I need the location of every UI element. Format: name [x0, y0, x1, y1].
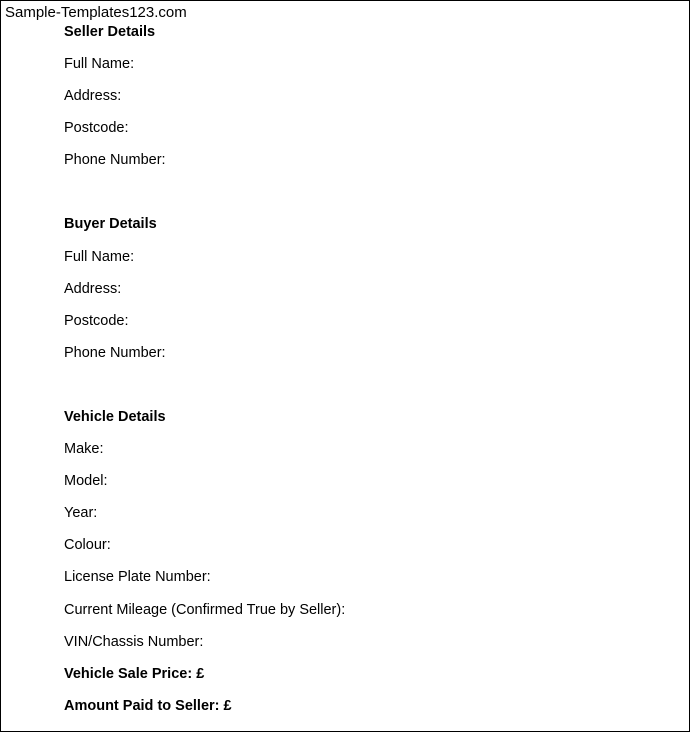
vehicle-year-label: Year:: [64, 505, 98, 522]
buyer-section: [64, 215, 669, 375]
amount-paid-label: Amount Paid to Seller: £: [64, 697, 232, 714]
vehicle-vin-label: VIN/Chassis Number:: [64, 633, 204, 650]
vehicle-model-label: Model:: [64, 473, 108, 490]
buyer-postcode-label: Postcode:: [64, 312, 129, 329]
seller-heading: Seller Details: [64, 24, 156, 40]
seller-full-name-label: Full Name:: [64, 56, 135, 73]
buyer-heading: Buyer Details: [64, 216, 157, 233]
vehicle-sale-price-label: Vehicle Sale Price: £: [64, 665, 205, 682]
buyer-address-label: Address:: [64, 280, 122, 297]
vehicle-colour-label: Colour:: [64, 537, 111, 554]
seller-phone-label: Phone Number:: [64, 152, 166, 169]
vehicle-mileage-label: Current Mileage (Confirmed True by Seller):: [64, 601, 346, 618]
vehicle-heading: Vehicle Details: [64, 408, 166, 425]
buyer-phone-label: Phone Number:: [64, 344, 166, 361]
buyer-full-name-label: Full Name:: [64, 248, 135, 265]
form-content: [64, 23, 669, 729]
vehicle-license-plate-label: License Plate Number:: [64, 569, 211, 586]
seller-postcode-label: Postcode:: [64, 120, 129, 137]
vehicle-section: [64, 408, 669, 729]
seller-section: [64, 23, 669, 183]
seller-address-label: Address:: [64, 88, 122, 105]
vehicle-make-label: Make:: [64, 441, 104, 458]
watermark: Sample-Templates123.com: [5, 4, 187, 21]
